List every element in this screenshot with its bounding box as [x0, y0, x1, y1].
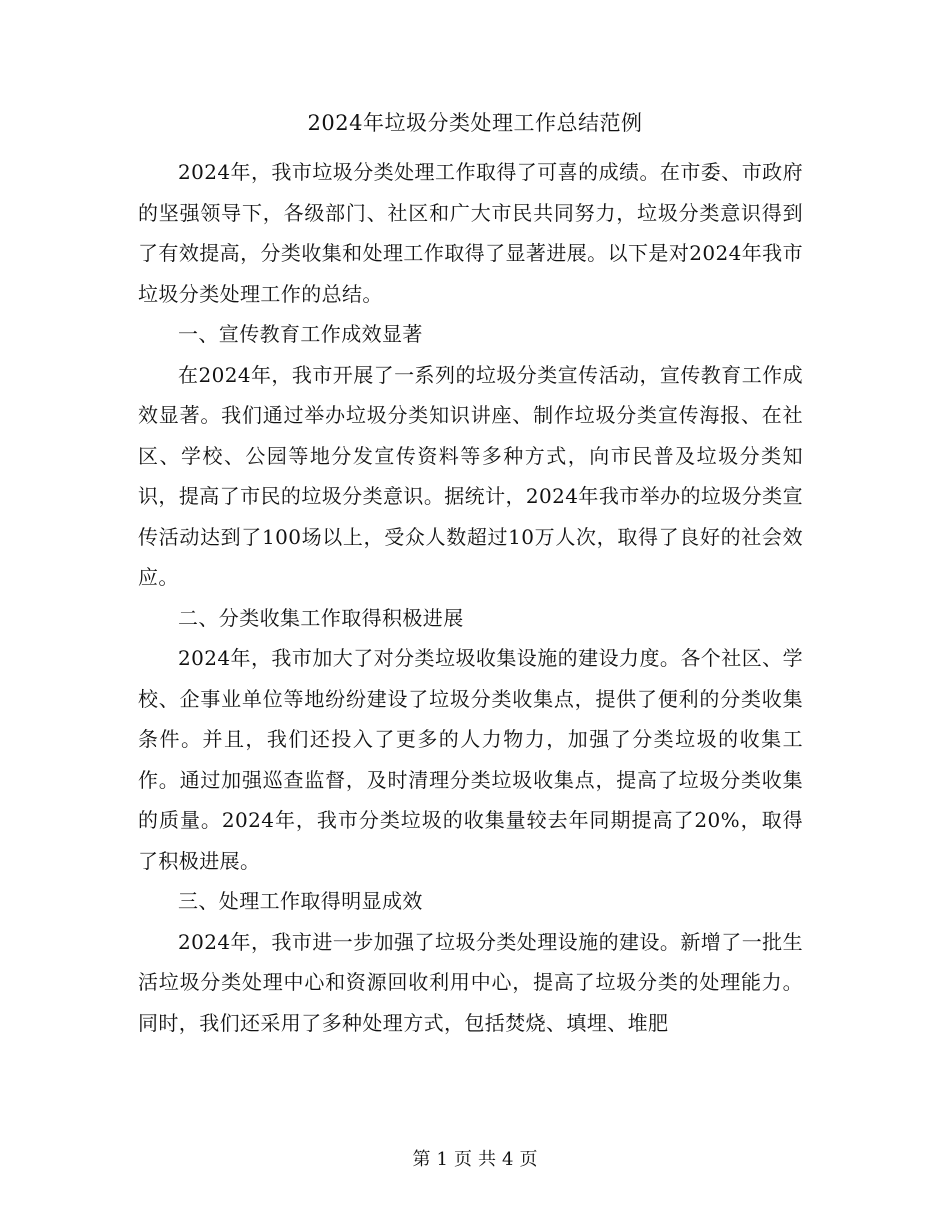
page-label-suffix: 页 [519, 1149, 538, 1170]
current-page-number: 1 [436, 1149, 448, 1170]
section-heading-1: 一、宣传教育工作成效显著 [178, 322, 423, 346]
paragraph-section-2: 2024年，我市加大了对分类垃圾收集设施的建设力度。各个社区、学校、企事业单位等地纷纷建设了垃圾分类收集点，提供了便利的分类收集条件。并且，我们还投入了更多的人力物力，加强了分类垃圾的收集工作。通过加强巡查监督，及时清理分类垃圾收集点，提高了垃圾分类收集的质量。2024年，我市分类垃圾的收集量较去年同期提高了20%，取得了积极进展。 [138, 646, 803, 873]
total-pages-number: 4 [502, 1149, 514, 1170]
page-label-prefix: 第 [412, 1149, 431, 1170]
section-heading-3: 三、处理工作取得明显成效 [178, 889, 423, 913]
document-body [138, 152, 803, 1043]
paragraph-section-3: 2024年，我市进一步加强了垃圾分类处理设施的建设。新增了一批生活垃圾分类处理中心和资源回收利用中心，提高了垃圾分类的处理能力。同时，我们还采用了多种处理方式，包括焚烧、填埋、堆肥 [138, 929, 803, 1035]
paragraph-intro: 2024年，我市垃圾分类处理工作取得了可喜的成绩。在市委、市政府的坚强领导下，各级部门、社区和广大市民共同努力，垃圾分类意识得到了有效提高，分类收集和处理工作取得了显著进展。以下是对2024年我市垃圾分类处理工作的总结。 [138, 160, 803, 306]
document-title: 2024年垃圾分类处理工作总结范例 [307, 111, 643, 135]
page-footer [0, 1145, 950, 1175]
paragraph-section-1: 在2024年，我市开展了一系列的垃圾分类宣传活动，宣传教育工作成效显著。我们通过举办垃圾分类知识讲座、制作垃圾分类宣传海报、在社区、学校、公园等地分发宣传资料等多种方式，向市民普及垃圾分类知识，提高了市民的垃圾分类意识。据统计，2024年我市举办的垃圾分类宣传活动达到了100场以上，受众人数超过10万人次，取得了良好的社会效应。 [138, 362, 803, 589]
page-total-prefix: 共 [478, 1149, 496, 1170]
section-heading-2: 二、分类收集工作取得积极进展 [178, 605, 464, 630]
page-label-mid: 页 [454, 1149, 472, 1170]
